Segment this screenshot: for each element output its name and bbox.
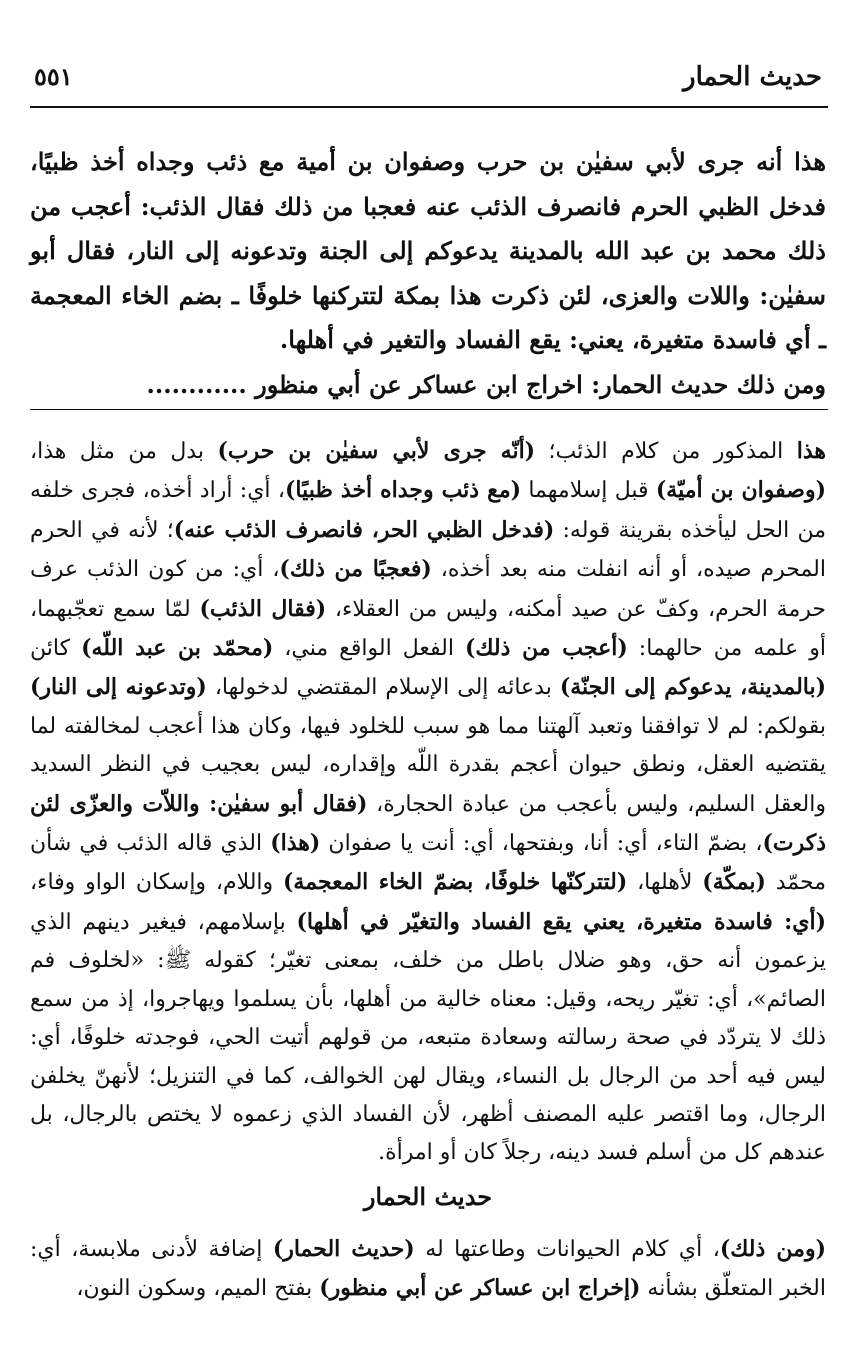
commentary-span: ، أي: من كون الذئب عرف حرمة الحرم، وكفّ عن صيد أمكنه، وليس من العقلاء،	[30, 557, 826, 622]
header-rule	[30, 106, 828, 108]
commentary-span: ، أي: أراد أخذه، فجرى خلفه من الحل ليأخذه بقرينة قوله:	[30, 478, 826, 543]
commentary-span: كائن	[30, 636, 82, 662]
quoted-matn: (هذا)	[270, 830, 321, 857]
commentary-span: قبل إسلامهما	[521, 478, 656, 504]
commentary-span: بفتح الميم، وسكون النون،	[76, 1276, 320, 1302]
quoted-matn: (لتتركنّها خلوفًا، بضمّ الخاء المعجمة)	[283, 869, 628, 896]
quoted-matn: (وتدعونه إلى النار)	[30, 674, 207, 701]
quoted-matn: (بالمدينة، يدعوكم إلى الجنّة)	[559, 674, 827, 701]
commentary-span: المذكور من كلام الذئب؛	[535, 439, 797, 464]
page-header	[34, 62, 822, 102]
commentary-span: الذي قاله الذئب في شأن محمّد	[30, 831, 826, 896]
commentary-span: بدل من مثل هذا،	[30, 439, 218, 464]
quoted-matn: (فدخل الظبي الحر، فانصرف الذئب عنه)	[173, 516, 555, 543]
commentary-span: لمّا سمع تعجّبهما، أو علمه من حالهما:	[30, 596, 827, 662]
commentary-span: إضافة لأدنى ملابسة، أي: الخبر المتعلّق بشأنه	[30, 1237, 826, 1302]
quoted-matn: (بمكّة)	[702, 869, 766, 896]
quoted-matn: (محمّد بن عبد اللّه)	[81, 635, 274, 662]
quoted-matn: (أنّه جرى لأبي سفيٰن بن حرب)	[217, 438, 536, 464]
quoted-matn: هذا	[796, 438, 826, 464]
commentary-span: بقولكم: لم لا توافقنا وتعبد آلهتنا مما هو سبب للخلود فيها، وكان هذا أعجب لمخالفته لما يقتضيه العقل، ونطق حيوان أعجم بقدرة اللّه وإقداره، ليس بعجيب في النظر السديد والعقل السليم، وليس بأعجب من عبادة الحجارة،	[30, 713, 826, 817]
main-section-line: ومن ذلك حديث الحمار: اخراج ابن عساكر عن أبي منظور ............	[146, 369, 826, 399]
quoted-matn: (فقال الذئب)	[199, 595, 327, 622]
quoted-matn: (فعجبًا من ذلك)	[279, 556, 432, 583]
footnote-divider	[30, 409, 828, 410]
page-number: ٥٥١	[34, 62, 73, 91]
quoted-matn: (حديث الحمار)	[272, 1236, 415, 1262]
quoted-matn: (أي: فاسدة متغيرة، يعني يقع الفساد والتغيّر في أهلها)	[296, 908, 827, 935]
main-paragraph: هذا أنه جرى لأبي سفيٰن بن حرب وصفوان بن أمية مع ذئب وجداه أخذ ظبيًا، فدخل الظبي الحرم فانصرف الذئب عنه فعجبا من ذلك فقال الذئب: أعجب من ذلك محمد بن عبد الله بالمدينة يدعوكم إلى الجنة وتدعونه إلى النار، فقال أبو سفيٰن: واللات والعزى، لئن ذكرت هذا بمكة لتتركنها خلوفًا ـ بضم الخاء المعجمة ـ أي فاسدة متغيرة، يعني: يقع الفساد والتغير في أهلها.	[30, 147, 826, 354]
commentary-text	[30, 432, 826, 1173]
commentary-span: بدعائه إلى الإسلام المقتضي لدخولها،	[206, 675, 560, 701]
section-heading: حديث الحمار	[363, 1182, 493, 1211]
quoted-matn: (مع ذئب وجداه أخذ ظبيًا)	[284, 477, 522, 504]
quoted-matn: (فقال أبو سفيٰن: واللاّت والعزّى لئن ذكرت)	[30, 790, 826, 857]
main-text	[30, 140, 826, 407]
quoted-matn: (إخراج ابن عساكر عن أبي منظور)	[319, 1275, 641, 1302]
quoted-matn: (وصفوان بن أميّة)	[655, 477, 826, 504]
commentary-span: واللام، وإسكان الواو وفاء،	[30, 870, 284, 896]
commentary-span: لأهلها،	[627, 870, 703, 896]
running-title: حديث الحمار	[683, 62, 822, 92]
quoted-matn: (ومن ذلك)	[719, 1236, 826, 1262]
commentary-span: بإسلامهم، فيغير دينهم الذي يزعمون أنه حق، وهو ضلال باطل من خلف، بمعنى تغيّر؛ كقوله ﷺ: «لخلوف فم الصائم»، أي: تغيّر ريحه، وقيل: معناه خالية من أهلها، بأن يسلموا ويهاجروا، إذ من سمع ذلك لا يتردّد في صحة رسالته وسعادة متبعه، من قولهم أتيت الحي، فوجدته خلوفًا، أي: ليس فيه أحد من الرجال بل النساء، ويقال لهن الخوالف، كما في التنزيل؛ لأنهنّ يخلفن الرجال، وما اقتصر عليه المصنف أظهر، لأن الفساد الذي زعموه لا يختص بالرجال، بل عندهم كل من أسلم فسد دينه، رجلاً كان أو امرأة.	[30, 909, 826, 1166]
commentary-span: ، بضمّ التاء، أي: أنا، وبفتحها، أي: أنت يا صفوان	[320, 831, 763, 857]
commentary-span: ؛ لأنه في الحرم المحرم صيده، أو أنه انفلت منه بعد أخذه،	[30, 517, 826, 583]
commentary-span: ، أي كلام الحيوانات وطاعتها له	[414, 1237, 720, 1262]
quoted-matn: (أعجب من ذلك)	[464, 635, 628, 662]
commentary-span: الفعل الواقع مني،	[273, 636, 465, 662]
final-commentary-text	[30, 1230, 826, 1309]
